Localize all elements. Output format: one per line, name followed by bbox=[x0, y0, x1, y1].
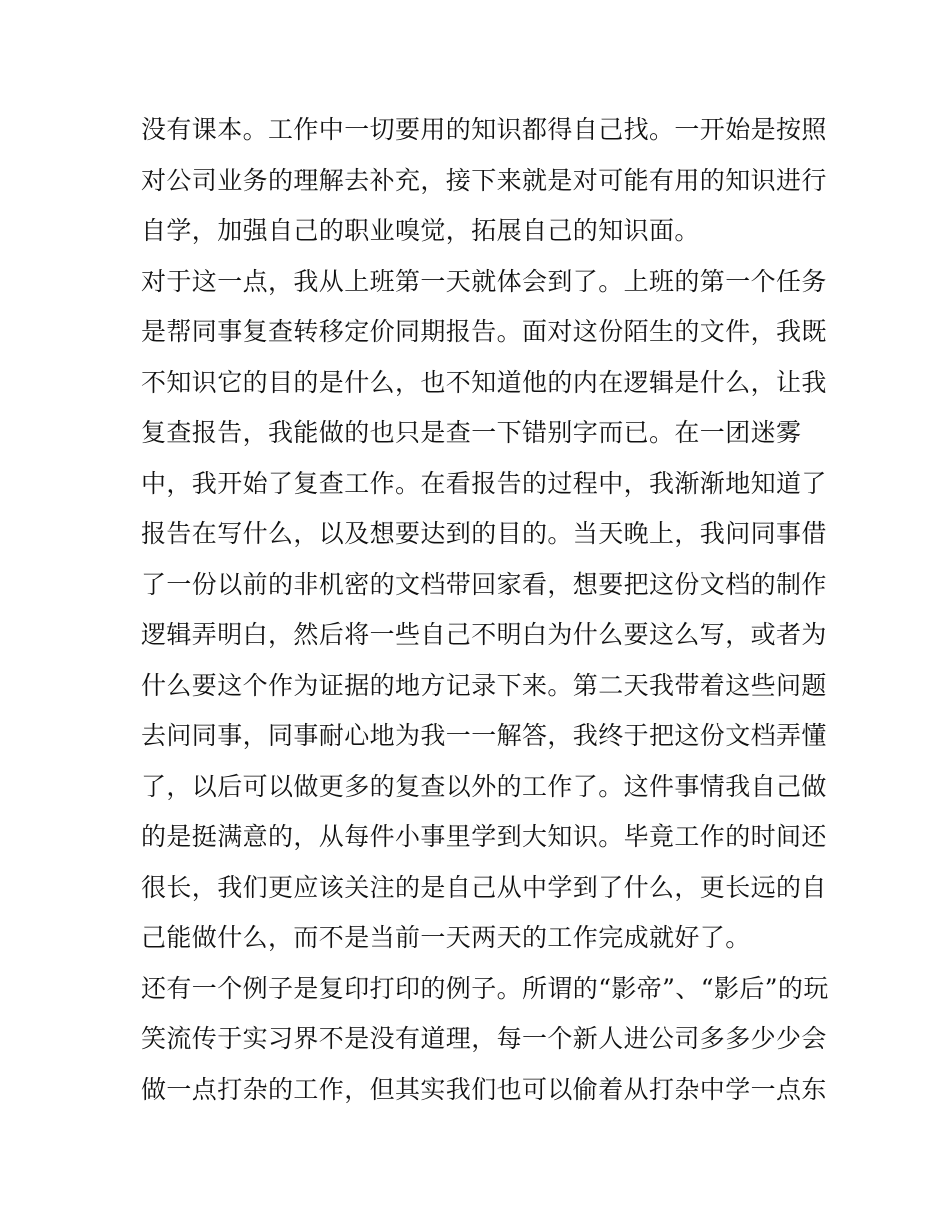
text-line: 做一点打杂的工作，但其实我们也可以偷着从打杂中学一点东 bbox=[141, 1074, 827, 1104]
text-line: 中，我开始了复查工作。在看报告的过程中，我渐渐地知道了 bbox=[141, 468, 827, 498]
text-line: 了一份以前的非机密的文档带回家看，想要把这份文档的制作 bbox=[141, 569, 827, 599]
body-text bbox=[141, 105, 829, 1115]
text-line: 还有一个例子是复印打印的例子。所谓的“影帝”、“影后”的玩 bbox=[141, 973, 829, 1003]
text-line: 笑流传于实习界不是没有道理，每一个新人进公司多多少少会 bbox=[141, 1024, 827, 1053]
text-line: 对公司业务的理解去补充，接下来就是对可能有用的知识进行 bbox=[141, 165, 827, 195]
text-line: 不知识它的目的是什么，也不知道他的内在逻辑是什么，让我 bbox=[141, 367, 827, 397]
text-line: 己能做什么，而不是当前一天两天的工作完成就好了。 bbox=[141, 923, 751, 952]
text-line: 去问同事，同事耐心地为我一一解答，我终于把这份文档弄懂 bbox=[141, 721, 827, 750]
text-line: 了，以后可以做更多的复查以外的工作了。这件事情我自己做 bbox=[141, 771, 827, 801]
text-line: 自学，加强自己的职业嗅觉，拓展自己的知识面。 bbox=[141, 216, 700, 245]
text-line: 什么要这个作为证据的地方记录下来。第二天我带着这些问题 bbox=[141, 670, 827, 700]
text-line: 对于这一点，我从上班第一天就体会到了。上班的第一个任务 bbox=[141, 266, 827, 296]
text-line: 逻辑弄明白，然后将一些自己不明白为什么要这么写，或者为 bbox=[141, 620, 827, 649]
text-line: 的是挺满意的，从每件小事里学到大知识。毕竟工作的时间还 bbox=[141, 822, 827, 851]
text-line: 复查报告，我能做的也只是查一下错别字而已。在一团迷雾 bbox=[141, 418, 802, 447]
text-line: 没有课本。工作中一切要用的知识都得自己找。一开始是按照 bbox=[141, 115, 827, 144]
text-line: 是帮同事复查转移定价同期报告。面对这份陌生的文件，我既 bbox=[141, 317, 827, 346]
text-line: 报告在写什么，以及想要达到的目的。当天晚上，我问同事借 bbox=[141, 519, 827, 548]
text-line: 很长，我们更应该关注的是自己从中学到了什么，更长远的自 bbox=[141, 872, 827, 902]
